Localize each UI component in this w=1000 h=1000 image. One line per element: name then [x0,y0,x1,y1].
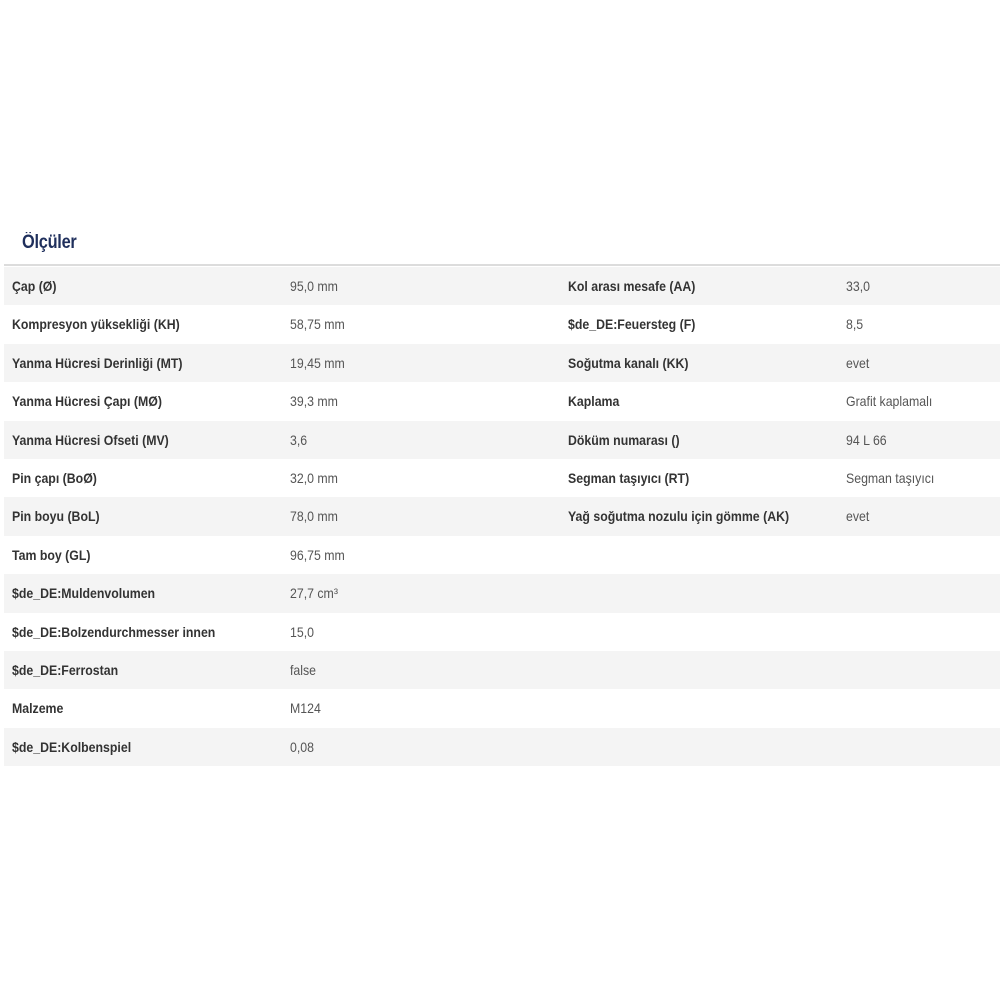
spec-label: Segman taşıyıcı (RT) [568,469,690,486]
table-row [4,574,1000,612]
spec-label: $de_DE:Feuersteg (F) [568,316,696,333]
spec-label: Soğutma kanalı (KK) [568,354,689,371]
spec-value: 58,75 mm [290,316,345,333]
spec-value: M124 [290,700,321,717]
spec-value: 15,0 [290,623,314,640]
spec-label: Kol arası mesafe (AA) [568,278,696,294]
spec-label: Çap (Ø) [12,278,57,294]
spec-label: Tam boy (GL) [12,546,91,563]
spec-value: Grafit kaplamalı [846,393,933,410]
table-row [4,421,1000,459]
section-divider [4,264,1000,266]
spec-value: 27,7 cm³ [290,585,338,602]
spec-value: 19,45 mm [290,354,345,371]
spec-value: evet [846,508,870,525]
spec-value: 32,0 mm [290,469,338,486]
spec-value: 95,0 mm [290,278,338,294]
table-row [4,536,1000,574]
table-row [4,728,1000,766]
spec-label: Yanma Hücresi Ofseti (MV) [12,431,169,448]
table-row [4,651,1000,689]
table-row [4,459,1000,497]
spec-label: Yanma Hücresi Derinliği (MT) [12,354,183,371]
table-row [4,613,1000,651]
spec-value: 39,3 mm [290,393,338,410]
table-row [4,382,1000,420]
spec-value: Segman taşıyıcı [846,469,935,486]
table-row [4,689,1000,727]
spec-label: Pin boyu (BoL) [12,508,100,525]
spec-label: $de_DE:Ferrostan [12,661,119,678]
spec-label: Kompresyon yüksekliği (KH) [12,316,180,333]
spec-label: Malzeme [12,700,64,717]
section-title: Ölçüler [22,232,77,253]
table-row [4,305,1000,343]
spec-label: Döküm numarası () [568,431,680,448]
spec-value: false [290,661,317,678]
table-row [4,267,1000,305]
table-row [4,497,1000,535]
spec-label: $de_DE:Muldenvolumen [12,585,156,602]
spec-label: Yağ soğutma nozulu için gömme (AK) [568,508,790,525]
table-row [4,344,1000,382]
spec-table [4,267,1000,766]
spec-label: $de_DE:Bolzendurchmesser innen [12,623,216,640]
spec-label: Pin çapı (BoØ) [12,469,97,486]
spec-label: $de_DE:Kolbenspiel [12,738,132,755]
spec-value: 94 L 66 [846,431,887,448]
spec-value: 8,5 [846,316,864,333]
spec-value: 0,08 [290,738,314,755]
spec-label: Yanma Hücresi Çapı (MØ) [12,393,162,410]
spec-value: evet [846,354,870,371]
spec-value: 3,6 [290,431,308,448]
spec-value: 78,0 mm [290,508,338,525]
spec-value: 33,0 [846,278,870,294]
spec-value: 96,75 mm [290,546,345,563]
spec-label: Kaplama [568,393,620,410]
